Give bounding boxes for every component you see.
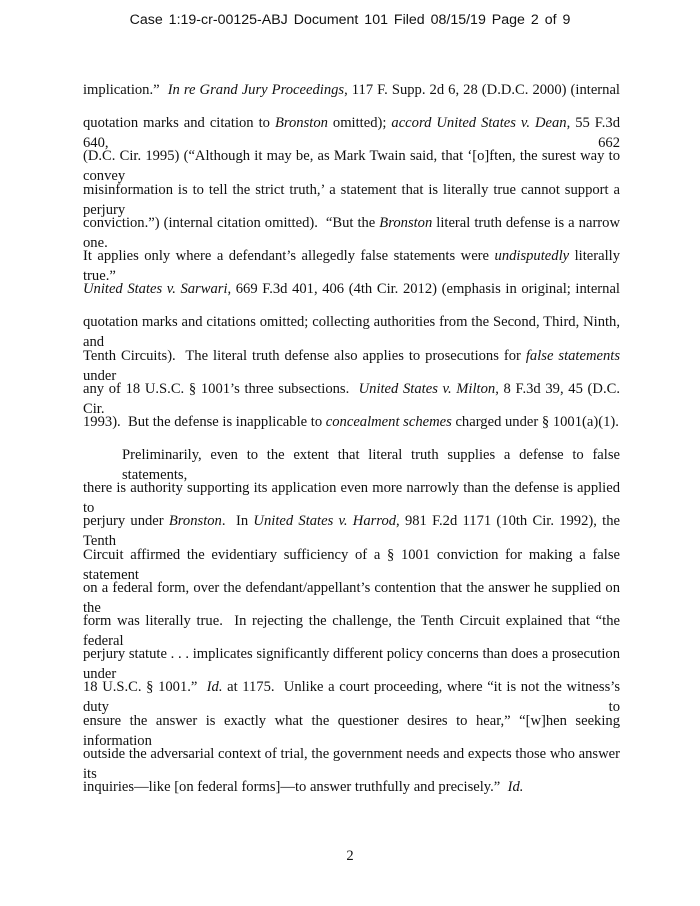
italic-citation: United States v. Milton bbox=[358, 380, 496, 397]
text-line bbox=[83, 744, 624, 782]
text-line bbox=[83, 80, 620, 113]
text-segment: at 1175. Unlike a court proceeding, where “it is not the witness’s duty to bbox=[83, 679, 624, 716]
italic-citation: Bronston bbox=[379, 214, 433, 231]
text-line bbox=[83, 545, 624, 583]
text-line bbox=[83, 213, 624, 251]
text-segment: form was literally true. In rejecting the challenge, the Tenth Circuit explained that “the federal bbox=[83, 613, 624, 649]
text-segment: Circuit affirmed the evidentiary sufficiency of a § 1001 conviction for making a false statement bbox=[83, 546, 624, 583]
italic-citation: United States v. Sarwari bbox=[83, 281, 228, 298]
case-header: Case 1:19-cr-00125-ABJ Document 101 Filed 08/15/19 Page 2 of 9 bbox=[129, 12, 571, 28]
text-segment: on a federal form, over the defendant/appellant’s contention that the answer he supplied on the bbox=[83, 579, 624, 616]
text-line bbox=[83, 777, 620, 810]
text-segment: literally true.” bbox=[83, 247, 624, 284]
italic-citation: United States v. Harrod bbox=[253, 513, 397, 530]
text-line bbox=[83, 412, 620, 445]
text-segment: , 55 F.3d 640, 662 bbox=[83, 115, 624, 152]
text-segment: It applies only where a defendant’s allegedly false statements were bbox=[83, 247, 495, 264]
text-segment: Tenth Circuits). The literal truth defense also applies to prosecutions for bbox=[83, 347, 526, 364]
text-segment: under bbox=[83, 347, 624, 384]
text-segment: omitted); bbox=[327, 115, 392, 132]
text-segment: , 669 F.3d 401, 406 (4th Cir. 2012) (emphasis in original; internal bbox=[227, 281, 620, 298]
text-segment: misinformation is to tell the strict truth,’ a statement that is literally true cannot support a perjury bbox=[83, 181, 624, 218]
text-line bbox=[83, 511, 624, 550]
text-segment: quotation marks and citation to bbox=[83, 115, 275, 132]
text-segment: , 117 F. Supp. 2d 6, 28 (D.D.C. 2000) (internal bbox=[344, 82, 620, 98]
text-line bbox=[83, 711, 624, 749]
text-segment: inquiries—like [on federal forms]—to answer truthfully and precisely.” bbox=[83, 778, 508, 795]
text-line bbox=[83, 644, 624, 683]
text-line bbox=[83, 478, 624, 517]
italic-citation: Id. bbox=[507, 778, 524, 795]
page-number: 2 bbox=[346, 848, 354, 864]
italic-citation: Bronston bbox=[274, 115, 328, 132]
italic-citation: In re Grand Jury Proceedings bbox=[167, 82, 345, 98]
text-segment: conviction.”) (internal citation omitted). “But the bbox=[83, 214, 380, 231]
italic-citation: false statements bbox=[525, 347, 620, 364]
document-body bbox=[83, 80, 624, 810]
text-line bbox=[83, 246, 624, 284]
text-segment: implication.” bbox=[83, 82, 168, 98]
text-segment: . In bbox=[221, 513, 254, 530]
text-line bbox=[83, 611, 624, 649]
italic-citation: Bronston bbox=[168, 513, 222, 530]
text-segment: there is authority supporting its application even more narrowly than the defense is applied to bbox=[83, 480, 624, 517]
text-line bbox=[83, 146, 624, 185]
text-segment: , 8 F.3d 39, 45 (D.C. Cir. bbox=[83, 380, 624, 417]
text-line bbox=[83, 346, 624, 384]
text-segment: outside the adversarial context of trial, the government needs and expects those who answer its bbox=[83, 745, 624, 782]
italic-citation: concealment schemes bbox=[325, 413, 452, 430]
italic-citation: undisputedly bbox=[494, 247, 570, 264]
text-segment: quotation marks and citations omitted; collecting authorities from the Second, Third, Ninth, and bbox=[83, 314, 624, 351]
text-segment: perjury statute . . . implicates significantly different policy concerns than does a prosecution under bbox=[83, 646, 624, 683]
text-line bbox=[83, 180, 624, 218]
italic-citation: accord United States v. Dean bbox=[391, 115, 567, 132]
text-segment: Preliminarily, even to the extent that literal truth supplies a defense to false statements, bbox=[122, 447, 624, 484]
text-segment: perjury under bbox=[83, 513, 169, 530]
italic-citation: Id. bbox=[206, 679, 223, 696]
text-line bbox=[83, 445, 624, 484]
text-line bbox=[83, 312, 624, 351]
text-segment: 1993). But the defense is inapplicable to bbox=[83, 413, 326, 430]
text-segment: ensure the answer is exactly what the questioner desires to hear,” “[w]hen seeking information bbox=[83, 712, 624, 749]
text-segment: any of 18 U.S.C. § 1001’s three subsections. bbox=[83, 380, 359, 397]
text-line bbox=[83, 379, 624, 417]
text-segment: literal truth defense is a narrow one. bbox=[83, 214, 624, 251]
text-segment: 18 U.S.C. § 1001.” bbox=[83, 679, 207, 696]
text-line bbox=[83, 677, 624, 716]
text-segment: , 981 F.2d 1171 (10th Cir. 1992), the Tenth bbox=[83, 513, 624, 550]
text-segment: (D.C. Cir. 1995) (“Although it may be, as Mark Twain said, that ‘[o]ften, the surest way to convey bbox=[83, 148, 624, 185]
text-line bbox=[83, 113, 624, 152]
text-line bbox=[83, 279, 620, 312]
text-segment: charged under § 1001(a)(1). bbox=[451, 413, 619, 430]
text-line bbox=[83, 578, 624, 616]
